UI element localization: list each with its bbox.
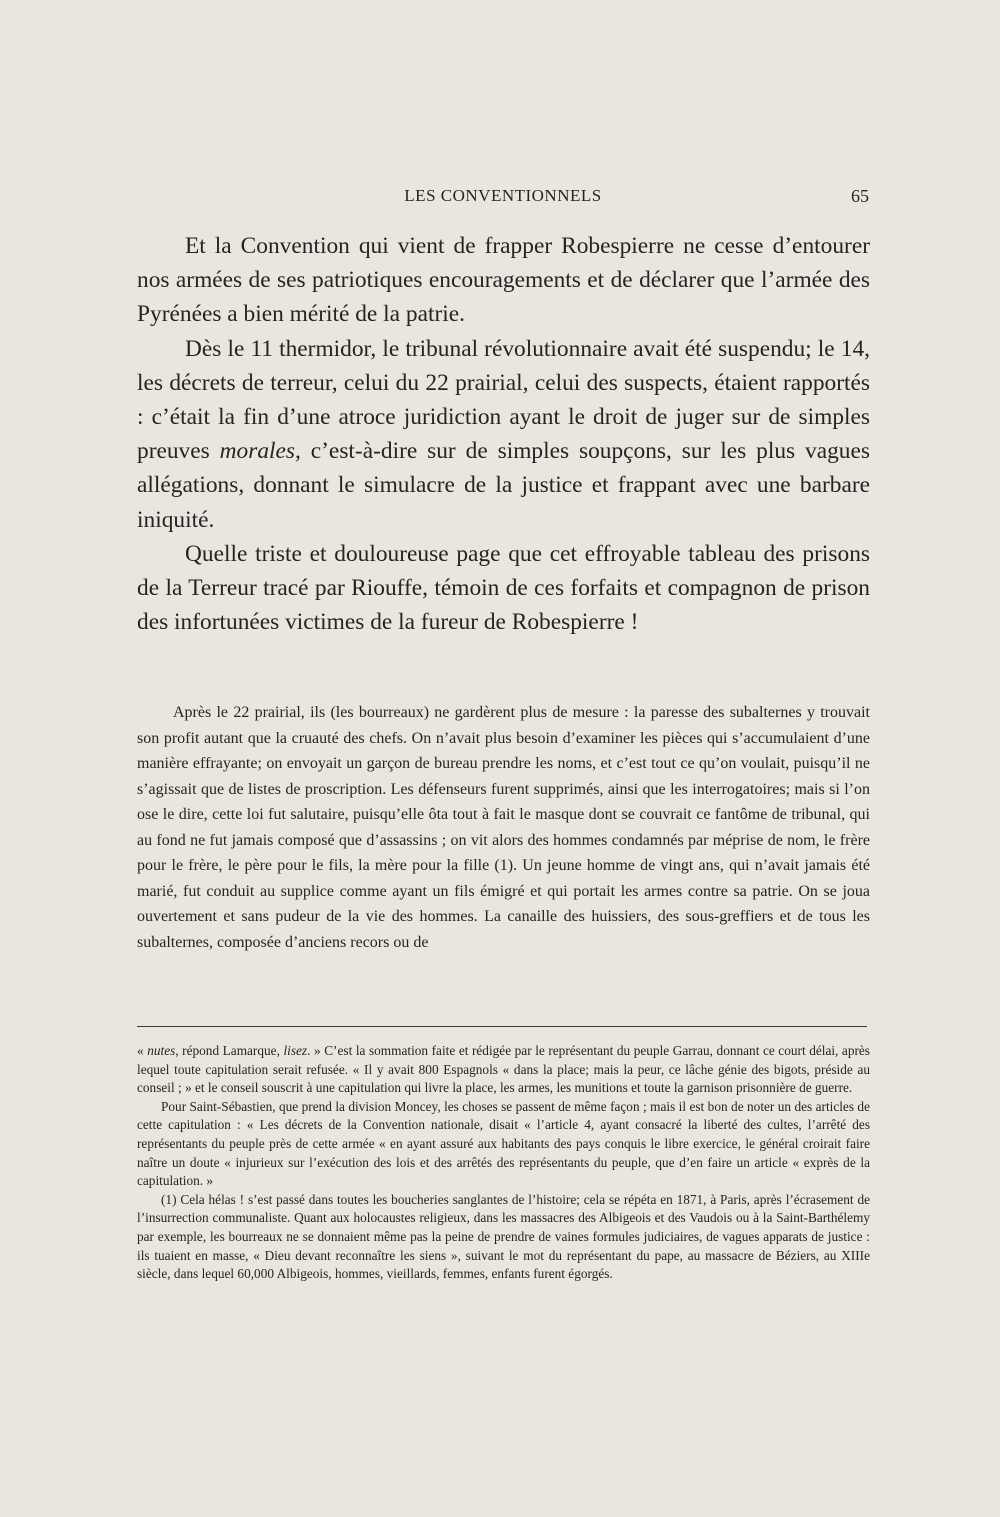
footnotes: [137, 1042, 870, 1284]
paragraph-thermidor: [137, 332, 870, 537]
main-text: [137, 229, 870, 639]
footnote-continuation-rest: . » C’est la sommation faite et rédigée par le représentant du peuple Garrau, donnant ce court délai, après lequel toute capitulation serait refusée. « Il y avait 800 Espagnols « dans la place; mais la peur, ce lâche génie des bigots, préside au conseil ; » et le conseil souscrit à une capitulation qui livre la place, les armes, les munitions et toute la garnison prisonnière de guerre.: [137, 1043, 870, 1096]
paragraph-convention: Et la Convention qui vient de frapper Robespierre ne cesse d’entourer nos armées de ses patriotiques encouragements et de déclarer que l’armée des Pyrénées a bien mérité de la patrie.: [137, 233, 870, 328]
footnote-continuation-lead: «: [137, 1043, 148, 1058]
quote-text: Après le 22 prairial, ils (les bourreaux) ne gardèrent plus de mesure : la paresse des subalternes y trouvait son profit autant que la cruauté des chefs. On n’avait plus besoin d’examiner les pièces qui s’accumulaient d’une manière effrayante; on envoyait un garçon de bureau prendre les noms, et c’est tout ce qu’on voulait, puisqu’il ne s’agissait que de listes de proscription. Les défenseurs furent supprimés, ainsi que les interrogatoires; mais si l’on ose le dire, cette loi fut salutaire, puisqu’elle ôta tout à fait le masque dont se couvrait ce fantôme de tribunal, qui au fond ne fut jamais composé que d’assassins ; on vit alors des hommes condamnés par méprise de nom, le frère pour le frère, le père pour le fils, la mère pour la fille (1). Un jeune homme de vingt ans, qui n’avait jamais été marié, fut conduit au supplice comme ayant un fils émigré et qui portait les armes contre sa patrie. On se joua ouvertement et sans pudeur de la vie des hommes. La canaille des huissiers, des sous-greffiers et de tous les subalternes, composée d’anciens recors ou de: [137, 704, 870, 951]
footnote-saint-sebastien: Pour Saint-Sébastien, que prend la division Moncey, les choses se passent de même façon ; mais il est bon de noter un des articles de cette capitulation : « Les décrets de la Convention nationale, disait « l’article 4, ayant consacré la liberté des cultes, l’arrêté des représentants du peuple près de cette armée « en ayant assuré aux habitants des pays conquis le libre exercice, le général croirait faire naître un doute « injurieux sur l’exécution des lois et des arrêtés des représentants du peuple, que d’en faire un article « exprès de la capitulation. »: [137, 1098, 870, 1189]
footnote-divider: [137, 1026, 867, 1027]
paragraph-riouffe: Quelle triste et douloureuse page que cet effroyable tableau des prisons de la Terreur tracé par Riouffe, témoin de ces forfaits et compagnon de prison des infortunées victimes de la fureur de Robespierre !: [137, 540, 870, 636]
running-title: LES CONVENTIONNELS: [404, 186, 602, 205]
paragraph-thermidor-end: , c’est-à-dire sur de simples soupçons, sur les plus vagues allégations, donnant le simulacre de la justice et frappant avec une barbare iniquité.: [137, 438, 870, 533]
page-header: [137, 186, 869, 214]
footnote-1: (1) Cela hélas ! s’est passé dans toutes les boucheries sanglantes de l’histoire; cela se répéta en 1871, à Paris, après l’écrasement de l’insurrection communaliste. Quant aux holocaustes religieux, dans les massacres des Albigeois et des Vaudois ou à la Saint-Barthélemy par exemple, les bourreaux ne se donnaient même pas la peine de prendre de vaines formules judiciaires, de vagues apparats de justice : ils tuaient en masse, « Dieu devant reconnaître les siens », suivant le mot du représentant du pape, au massacre de Béziers, au XIIIe siècle, dans lequel 60,000 Albigeois, hommes, vieillards, femmes, enfants furent égorgés.: [137, 1191, 870, 1282]
italic-lisez: lisez: [283, 1043, 308, 1058]
italic-morales: morales: [219, 438, 296, 465]
italic-nutes: nutes: [147, 1043, 176, 1058]
page-number: 65: [851, 186, 869, 206]
riouffe-quote: [137, 700, 870, 955]
footnote-continuation: [137, 1042, 870, 1098]
footnote-continuation-middle: , répond Lamarque,: [175, 1043, 284, 1058]
paragraph-thermidor-start: Dès le 11 thermidor, le tribunal révolutionnaire avait été suspendu; le 14, les décrets de terreur, celui du 22 prairial, celui des suspects, étaient rapportés : c’était la fin d’une atroce juridiction ayant le droit de juger sur de simples preuves: [137, 335, 870, 465]
